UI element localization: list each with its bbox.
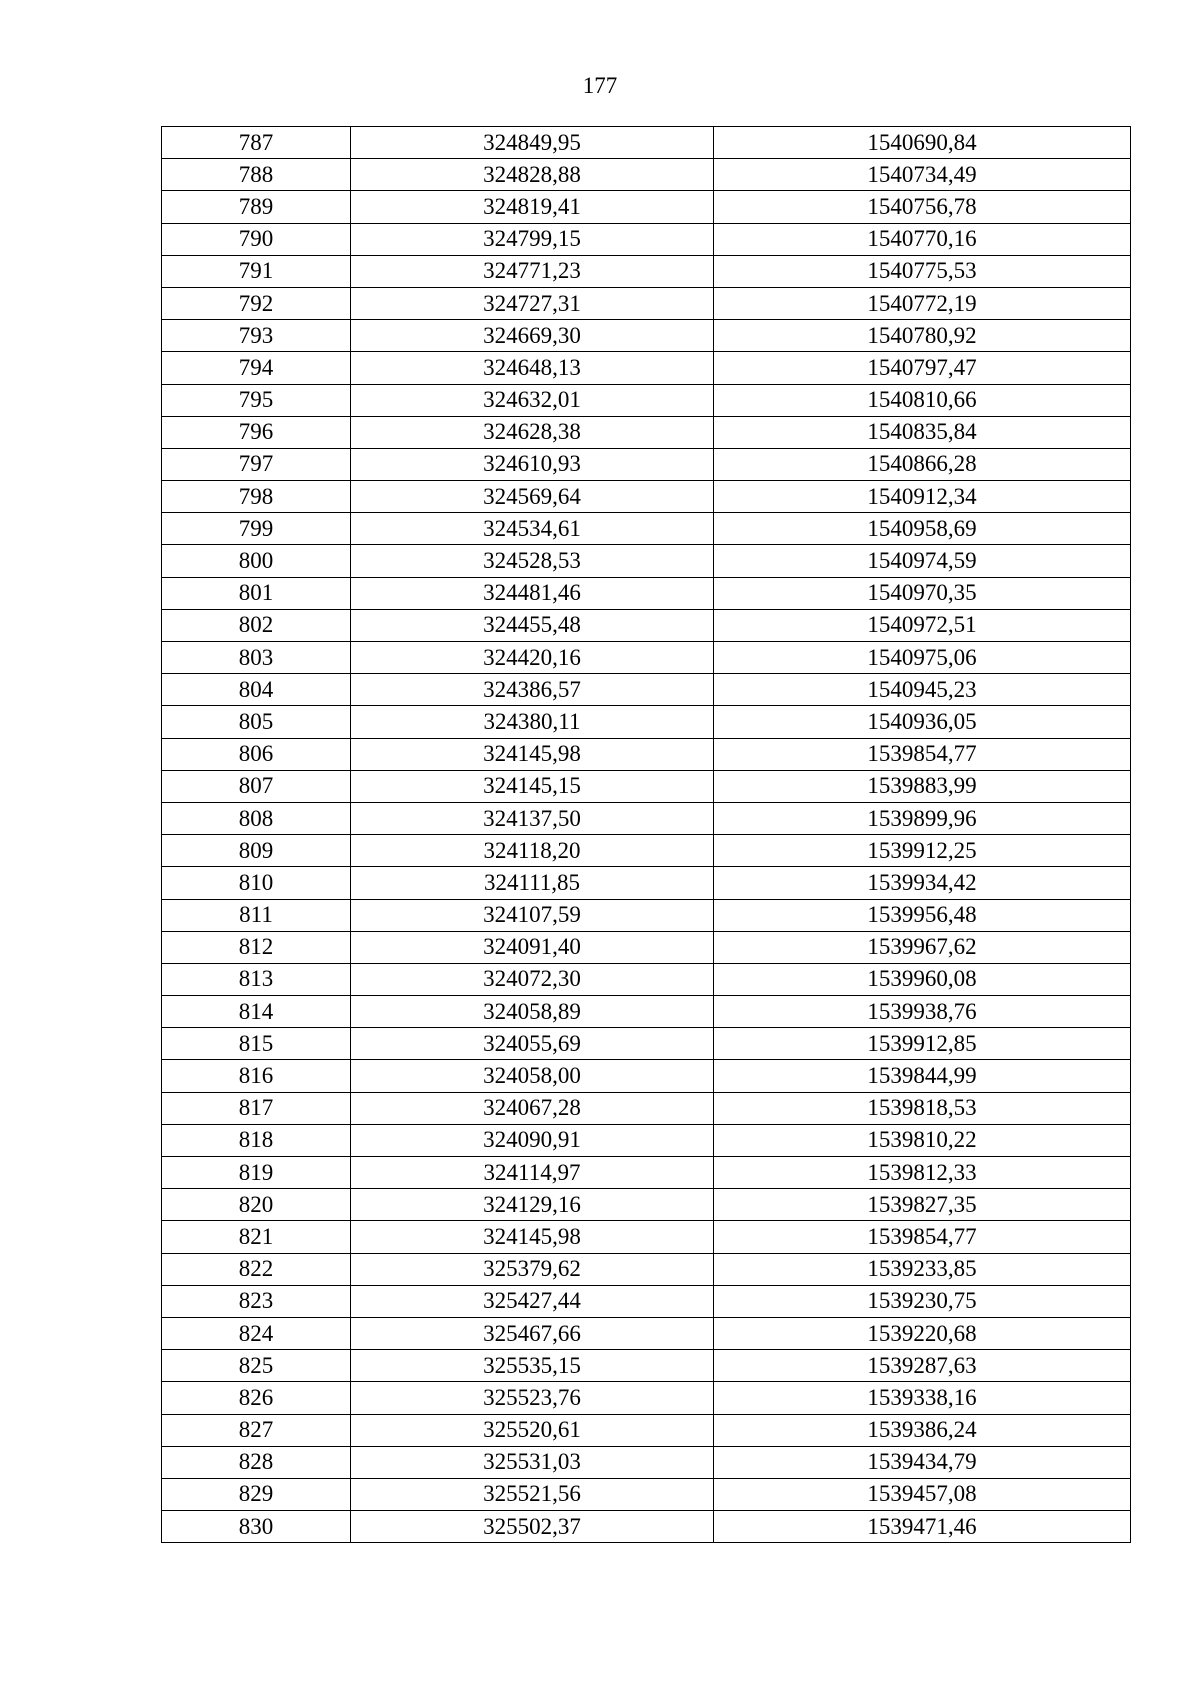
x-coordinate-cell: 324628,38 [351,416,714,448]
table-row [162,287,1131,319]
y-coordinate-cell: 1539899,96 [714,802,1131,834]
y-coordinate-cell: 1540775,53 [714,255,1131,287]
table-row [162,899,1131,931]
y-coordinate-cell: 1539812,33 [714,1157,1131,1189]
x-coordinate-cell: 324799,15 [351,223,714,255]
table-row [162,867,1131,899]
y-coordinate-cell: 1540780,92 [714,320,1131,352]
table-row [162,1124,1131,1156]
x-coordinate-cell: 324111,85 [351,867,714,899]
x-coordinate-cell: 324455,48 [351,609,714,641]
y-coordinate-cell: 1540936,05 [714,706,1131,738]
x-coordinate-cell: 324072,30 [351,963,714,995]
y-coordinate-cell: 1540772,19 [714,287,1131,319]
table-row [162,738,1131,770]
table-row [162,545,1131,577]
x-coordinate-cell: 325531,03 [351,1446,714,1478]
y-coordinate-cell: 1540690,84 [714,127,1131,159]
x-coordinate-cell: 324849,95 [351,127,714,159]
y-coordinate-cell: 1540912,34 [714,481,1131,513]
x-coordinate-cell: 324090,91 [351,1124,714,1156]
y-coordinate-cell: 1540734,49 [714,159,1131,191]
point-number-cell: 795 [162,384,351,416]
x-coordinate-cell: 324137,50 [351,802,714,834]
table-row [162,1157,1131,1189]
table-row [162,1060,1131,1092]
table-row [162,835,1131,867]
table-row [162,1253,1131,1285]
x-coordinate-cell: 325521,56 [351,1478,714,1510]
table-row [162,770,1131,802]
x-coordinate-cell: 324107,59 [351,899,714,931]
point-number-cell: 800 [162,545,351,577]
y-coordinate-cell: 1539287,63 [714,1350,1131,1382]
x-coordinate-cell: 324118,20 [351,835,714,867]
table-row [162,255,1131,287]
table-row [162,352,1131,384]
x-coordinate-cell: 324380,11 [351,706,714,738]
y-coordinate-cell: 1539457,08 [714,1478,1131,1510]
table-row [162,706,1131,738]
y-coordinate-cell: 1540866,28 [714,448,1131,480]
point-number-cell: 825 [162,1350,351,1382]
point-number-cell: 808 [162,802,351,834]
y-coordinate-cell: 1539912,25 [714,835,1131,867]
point-number-cell: 822 [162,1253,351,1285]
table-row [162,1414,1131,1446]
x-coordinate-cell: 325535,15 [351,1350,714,1382]
point-number-cell: 790 [162,223,351,255]
point-number-cell: 816 [162,1060,351,1092]
point-number-cell: 806 [162,738,351,770]
table-row [162,159,1131,191]
y-coordinate-cell: 1539434,79 [714,1446,1131,1478]
point-number-cell: 826 [162,1382,351,1414]
x-coordinate-cell: 324058,00 [351,1060,714,1092]
y-coordinate-cell: 1540970,35 [714,577,1131,609]
y-coordinate-cell: 1539883,99 [714,770,1131,802]
point-number-cell: 830 [162,1511,351,1543]
y-coordinate-cell: 1539230,75 [714,1285,1131,1317]
point-number-cell: 792 [162,287,351,319]
x-coordinate-cell: 324569,64 [351,481,714,513]
table-row [162,223,1131,255]
table-row [162,320,1131,352]
table-row [162,384,1131,416]
y-coordinate-cell: 1540945,23 [714,674,1131,706]
table-row [162,1382,1131,1414]
x-coordinate-cell: 324819,41 [351,191,714,223]
x-coordinate-cell: 324534,61 [351,513,714,545]
point-number-cell: 789 [162,191,351,223]
x-coordinate-cell: 324771,23 [351,255,714,287]
table-row [162,448,1131,480]
point-number-cell: 788 [162,159,351,191]
point-number-cell: 813 [162,963,351,995]
table-row [162,513,1131,545]
table-row [162,127,1131,159]
y-coordinate-cell: 1539810,22 [714,1124,1131,1156]
table-row [162,1478,1131,1510]
y-coordinate-cell: 1539938,76 [714,996,1131,1028]
y-coordinate-cell: 1539386,24 [714,1414,1131,1446]
point-number-cell: 815 [162,1028,351,1060]
point-number-cell: 787 [162,127,351,159]
page-number: 177 [582,73,618,98]
x-coordinate-cell: 324145,15 [351,770,714,802]
x-coordinate-cell: 325523,76 [351,1382,714,1414]
table-row [162,1285,1131,1317]
x-coordinate-cell: 324727,31 [351,287,714,319]
x-coordinate-cell: 325502,37 [351,1511,714,1543]
point-number-cell: 821 [162,1221,351,1253]
x-coordinate-cell: 324481,46 [351,577,714,609]
y-coordinate-cell: 1539956,48 [714,899,1131,931]
point-number-cell: 828 [162,1446,351,1478]
point-number-cell: 797 [162,448,351,480]
x-coordinate-cell: 324129,16 [351,1189,714,1221]
x-coordinate-cell: 324669,30 [351,320,714,352]
table-row [162,1446,1131,1478]
y-coordinate-cell: 1540797,47 [714,352,1131,384]
x-coordinate-cell: 324145,98 [351,738,714,770]
y-coordinate-cell: 1539934,42 [714,867,1131,899]
table-row [162,481,1131,513]
point-number-cell: 802 [162,609,351,641]
table-row [162,642,1131,674]
point-number-cell: 796 [162,416,351,448]
x-coordinate-cell: 324632,01 [351,384,714,416]
point-number-cell: 801 [162,577,351,609]
y-coordinate-cell: 1540835,84 [714,416,1131,448]
point-number-cell: 817 [162,1092,351,1124]
point-number-cell: 805 [162,706,351,738]
point-number-cell: 814 [162,996,351,1028]
x-coordinate-cell: 324420,16 [351,642,714,674]
x-coordinate-cell: 324055,69 [351,1028,714,1060]
point-number-cell: 819 [162,1157,351,1189]
table-row [162,1028,1131,1060]
table-row [162,1350,1131,1382]
x-coordinate-cell: 324610,93 [351,448,714,480]
point-number-cell: 803 [162,642,351,674]
y-coordinate-cell: 1539854,77 [714,738,1131,770]
table-row [162,996,1131,1028]
point-number-cell: 827 [162,1414,351,1446]
point-number-cell: 807 [162,770,351,802]
x-coordinate-cell: 324386,57 [351,674,714,706]
point-number-cell: 812 [162,931,351,963]
point-number-cell: 824 [162,1317,351,1349]
point-number-cell: 829 [162,1478,351,1510]
x-coordinate-cell: 324828,88 [351,159,714,191]
table-row [162,963,1131,995]
point-number-cell: 818 [162,1124,351,1156]
y-coordinate-cell: 1539818,53 [714,1092,1131,1124]
table-row [162,1092,1131,1124]
y-coordinate-cell: 1540975,06 [714,642,1131,674]
x-coordinate-cell: 325427,44 [351,1285,714,1317]
point-number-cell: 823 [162,1285,351,1317]
coordinates-table [161,126,1131,1543]
point-number-cell: 791 [162,255,351,287]
y-coordinate-cell: 1539844,99 [714,1060,1131,1092]
x-coordinate-cell: 324528,53 [351,545,714,577]
y-coordinate-cell: 1539960,08 [714,963,1131,995]
y-coordinate-cell: 1540770,16 [714,223,1131,255]
x-coordinate-cell: 325379,62 [351,1253,714,1285]
table-row [162,609,1131,641]
point-number-cell: 793 [162,320,351,352]
point-number-cell: 820 [162,1189,351,1221]
point-number-cell: 799 [162,513,351,545]
y-coordinate-cell: 1539967,62 [714,931,1131,963]
point-number-cell: 794 [162,352,351,384]
y-coordinate-cell: 1540756,78 [714,191,1131,223]
x-coordinate-cell: 324058,89 [351,996,714,1028]
y-coordinate-cell: 1539233,85 [714,1253,1131,1285]
table-row [162,1317,1131,1349]
x-coordinate-cell: 325467,66 [351,1317,714,1349]
y-coordinate-cell: 1540958,69 [714,513,1131,545]
y-coordinate-cell: 1539220,68 [714,1317,1131,1349]
y-coordinate-cell: 1540974,59 [714,545,1131,577]
point-number-cell: 811 [162,899,351,931]
y-coordinate-cell: 1540810,66 [714,384,1131,416]
point-number-cell: 809 [162,835,351,867]
point-number-cell: 804 [162,674,351,706]
y-coordinate-cell: 1539854,77 [714,1221,1131,1253]
y-coordinate-cell: 1539471,46 [714,1511,1131,1543]
x-coordinate-cell: 325520,61 [351,1414,714,1446]
table-row [162,416,1131,448]
table-row [162,802,1131,834]
table-row [162,1189,1131,1221]
y-coordinate-cell: 1539827,35 [714,1189,1131,1221]
point-number-cell: 810 [162,867,351,899]
table-row [162,1221,1131,1253]
x-coordinate-cell: 324114,97 [351,1157,714,1189]
table-row [162,191,1131,223]
table-row [162,931,1131,963]
point-number-cell: 798 [162,481,351,513]
x-coordinate-cell: 324648,13 [351,352,714,384]
table-row [162,1511,1131,1543]
y-coordinate-cell: 1539912,85 [714,1028,1131,1060]
table-row [162,577,1131,609]
y-coordinate-cell: 1539338,16 [714,1382,1131,1414]
table-row [162,674,1131,706]
y-coordinate-cell: 1540972,51 [714,609,1131,641]
x-coordinate-cell: 324067,28 [351,1092,714,1124]
x-coordinate-cell: 324091,40 [351,931,714,963]
coordinates-table-body [162,127,1131,1543]
x-coordinate-cell: 324145,98 [351,1221,714,1253]
